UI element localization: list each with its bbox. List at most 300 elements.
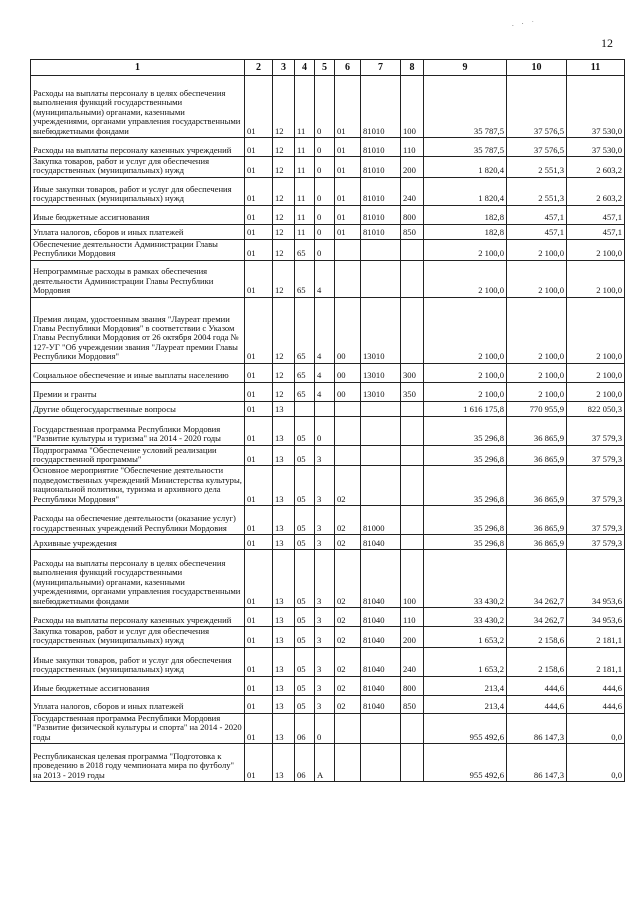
code-direction: [361, 260, 401, 297]
value-col10: 86 147,3: [507, 713, 567, 743]
code-subprogram: 3: [315, 535, 335, 550]
code-direction: 13010: [361, 363, 401, 382]
code-podrazdel: 12: [273, 297, 295, 363]
code-event: 01: [335, 205, 361, 224]
code-razdel: 01: [245, 363, 273, 382]
code-event: 02: [335, 466, 361, 506]
code-expense-type: [401, 535, 424, 550]
value-col11: 37 579,3: [567, 535, 625, 550]
code-subprogram: 4: [315, 260, 335, 297]
value-col11: 2 100,0: [567, 363, 625, 382]
code-podrazdel: 12: [273, 260, 295, 297]
code-program: 11: [295, 224, 315, 239]
code-program: 05: [295, 647, 315, 676]
code-expense-type: 850: [401, 224, 424, 239]
code-direction: 13010: [361, 297, 401, 363]
code-subprogram: 3: [315, 550, 335, 608]
value-col10: 2 100,0: [507, 260, 567, 297]
value-col9: 33 430,2: [424, 550, 507, 608]
code-subprogram: 3: [315, 445, 335, 466]
value-col9: 1 653,2: [424, 627, 507, 648]
code-event: [335, 713, 361, 743]
code-subprogram: 0: [315, 157, 335, 178]
code-podrazdel: 13: [273, 416, 295, 445]
code-subprogram: 3: [315, 506, 335, 535]
value-col9: 2 100,0: [424, 239, 507, 260]
code-program: 05: [295, 627, 315, 648]
value-col9: 35 296,8: [424, 506, 507, 535]
code-direction: 81010: [361, 76, 401, 138]
code-razdel: 01: [245, 627, 273, 648]
code-podrazdel: 12: [273, 177, 295, 205]
code-razdel: 01: [245, 297, 273, 363]
value-col10: 86 147,3: [507, 744, 567, 782]
code-podrazdel: 13: [273, 713, 295, 743]
code-podrazdel: 12: [273, 205, 295, 224]
code-expense-type: [401, 239, 424, 260]
code-event: [335, 416, 361, 445]
value-col9: 182,8: [424, 224, 507, 239]
value-col11: 0,0: [567, 713, 625, 743]
code-program: 11: [295, 157, 315, 178]
code-event: 01: [335, 224, 361, 239]
code-event: [335, 744, 361, 782]
code-direction: [361, 445, 401, 466]
code-event: 02: [335, 608, 361, 627]
row-name: Закупка товаров, работ и услуг для обеспечения государственных (муниципальных) нужд: [31, 627, 245, 648]
value-col11: 0,0: [567, 744, 625, 782]
value-col10: 34 262,7: [507, 550, 567, 608]
code-program: 65: [295, 260, 315, 297]
code-razdel: 01: [245, 260, 273, 297]
code-expense-type: [401, 713, 424, 743]
code-expense-type: 110: [401, 608, 424, 627]
code-razdel: 01: [245, 713, 273, 743]
code-podrazdel: 12: [273, 138, 295, 157]
code-razdel: 01: [245, 177, 273, 205]
code-subprogram: 0: [315, 416, 335, 445]
column-header-4: 4: [295, 60, 315, 76]
code-event: 00: [335, 382, 361, 401]
row-name: Другие общегосударственные вопросы: [31, 401, 245, 416]
row-name: Архивные учреждения: [31, 535, 245, 550]
code-program: 05: [295, 466, 315, 506]
value-col11: 37 579,3: [567, 416, 625, 445]
code-razdel: 01: [245, 76, 273, 138]
value-col11: 34 953,6: [567, 550, 625, 608]
value-col11: 822 050,3: [567, 401, 625, 416]
row-name: Расходы на выплаты персоналу казенных учреждений: [31, 608, 245, 627]
row-name: Обеспечение деятельности Администрации Главы Республики Мордовия: [31, 239, 245, 260]
code-podrazdel: 12: [273, 224, 295, 239]
code-expense-type: [401, 297, 424, 363]
value-col10: 36 865,9: [507, 416, 567, 445]
code-event: [335, 401, 361, 416]
table-row: [31, 138, 625, 157]
table-row: [31, 363, 625, 382]
value-col10: 36 865,9: [507, 535, 567, 550]
code-razdel: 01: [245, 695, 273, 713]
value-col10: 37 576,5: [507, 138, 567, 157]
code-program: 05: [295, 608, 315, 627]
code-expense-type: [401, 445, 424, 466]
table-row: [31, 550, 625, 608]
code-direction: 81010: [361, 205, 401, 224]
code-razdel: 01: [245, 416, 273, 445]
value-col9: 182,8: [424, 205, 507, 224]
value-col11: 37 579,3: [567, 445, 625, 466]
value-col9: 35 296,8: [424, 466, 507, 506]
code-program: 06: [295, 713, 315, 743]
code-razdel: 01: [245, 445, 273, 466]
code-podrazdel: 13: [273, 445, 295, 466]
value-col9: 2 100,0: [424, 382, 507, 401]
row-name: Подпрограмма "Обеспечение условий реализации государственной программы": [31, 445, 245, 466]
row-name: Расходы на выплаты персоналу в целях обеспечения выполнения функций государственными (муниципальными) органами, казенными учреждениями, органами управления государственными внебюджетными фондами: [31, 76, 245, 138]
code-razdel: 01: [245, 157, 273, 178]
code-direction: [361, 239, 401, 260]
code-direction: 81040: [361, 535, 401, 550]
code-expense-type: 800: [401, 676, 424, 695]
code-program: 05: [295, 695, 315, 713]
code-subprogram: 0: [315, 177, 335, 205]
column-header-11: 11: [567, 60, 625, 76]
code-program: 05: [295, 506, 315, 535]
value-col11: 2 181,1: [567, 647, 625, 676]
code-subprogram: 0: [315, 205, 335, 224]
code-program: 06: [295, 744, 315, 782]
code-expense-type: [401, 401, 424, 416]
code-podrazdel: 13: [273, 676, 295, 695]
code-program: 05: [295, 676, 315, 695]
code-podrazdel: 13: [273, 550, 295, 608]
table-row: [31, 445, 625, 466]
code-expense-type: [401, 506, 424, 535]
code-direction: [361, 466, 401, 506]
code-program: 11: [295, 205, 315, 224]
row-name: Непрограммные расходы в рамках обеспечения деятельности Администрации Главы Республики Мордовия: [31, 260, 245, 297]
code-subprogram: А: [315, 744, 335, 782]
value-col11: 2 100,0: [567, 239, 625, 260]
code-event: 02: [335, 535, 361, 550]
code-podrazdel: 13: [273, 647, 295, 676]
value-col11: 2 100,0: [567, 260, 625, 297]
code-event: [335, 239, 361, 260]
table-row: [31, 239, 625, 260]
value-col10: 2 100,0: [507, 363, 567, 382]
row-name: Социальное обеспечение и иные выплаты населению: [31, 363, 245, 382]
code-subprogram: 0: [315, 239, 335, 260]
value-col11: 2 603,2: [567, 157, 625, 178]
table-row: [31, 177, 625, 205]
code-razdel: 01: [245, 506, 273, 535]
row-name: Государственная программа Республики Мордовия "Развитие культуры и туризма" на 2014 - 2020 годы: [31, 416, 245, 445]
value-col10: 36 865,9: [507, 506, 567, 535]
column-header-3: 3: [273, 60, 295, 76]
code-podrazdel: 13: [273, 535, 295, 550]
code-podrazdel: 12: [273, 363, 295, 382]
table-row: [31, 416, 625, 445]
code-program: 11: [295, 138, 315, 157]
code-program: 05: [295, 445, 315, 466]
column-header-5: 5: [315, 60, 335, 76]
table-row: [31, 260, 625, 297]
code-razdel: 01: [245, 224, 273, 239]
column-header-1: 1: [31, 60, 245, 76]
code-subprogram: 3: [315, 676, 335, 695]
value-col9: 35 296,8: [424, 445, 507, 466]
code-direction: [361, 416, 401, 445]
code-razdel: 01: [245, 676, 273, 695]
code-expense-type: 240: [401, 177, 424, 205]
code-podrazdel: 13: [273, 506, 295, 535]
column-header-9: 9: [424, 60, 507, 76]
code-subprogram: 3: [315, 627, 335, 648]
value-col11: 2 100,0: [567, 297, 625, 363]
value-col11: 444,6: [567, 676, 625, 695]
value-col11: 37 579,3: [567, 466, 625, 506]
code-program: 05: [295, 416, 315, 445]
value-col10: 457,1: [507, 224, 567, 239]
code-event: 01: [335, 157, 361, 178]
code-expense-type: 110: [401, 138, 424, 157]
code-program: 65: [295, 239, 315, 260]
code-direction: 81010: [361, 177, 401, 205]
row-name: Закупка товаров, работ и услуг для обеспечения государственных (муниципальных) нужд: [31, 157, 245, 178]
table-row: [31, 382, 625, 401]
column-header-6: 6: [335, 60, 361, 76]
code-direction: 81010: [361, 224, 401, 239]
code-razdel: 01: [245, 401, 273, 416]
code-expense-type: 100: [401, 76, 424, 138]
code-expense-type: 100: [401, 550, 424, 608]
code-expense-type: [401, 260, 424, 297]
value-col9: 1 653,2: [424, 647, 507, 676]
code-event: 02: [335, 506, 361, 535]
value-col9: 1 820,4: [424, 177, 507, 205]
code-subprogram: 4: [315, 363, 335, 382]
table-row: [31, 695, 625, 713]
code-subprogram: 4: [315, 382, 335, 401]
code-event: 01: [335, 177, 361, 205]
column-header-2: 2: [245, 60, 273, 76]
code-direction: 81040: [361, 608, 401, 627]
code-direction: 81040: [361, 550, 401, 608]
table-row: [31, 535, 625, 550]
code-event: 02: [335, 550, 361, 608]
value-col10: 2 100,0: [507, 239, 567, 260]
value-col11: 2 100,0: [567, 382, 625, 401]
value-col9: 35 296,8: [424, 535, 507, 550]
code-expense-type: 200: [401, 157, 424, 178]
scan-specks: . · ˙: [512, 20, 537, 28]
value-col10: 2 551,3: [507, 157, 567, 178]
table-row: [31, 157, 625, 178]
value-col10: 457,1: [507, 205, 567, 224]
code-podrazdel: 12: [273, 157, 295, 178]
row-name: Иные бюджетные ассигнования: [31, 205, 245, 224]
table-row: [31, 713, 625, 743]
table-row: [31, 466, 625, 506]
code-direction: [361, 401, 401, 416]
code-expense-type: [401, 744, 424, 782]
code-razdel: 01: [245, 382, 273, 401]
code-event: 02: [335, 647, 361, 676]
value-col9: 2 100,0: [424, 363, 507, 382]
value-col9: 35 787,5: [424, 76, 507, 138]
code-subprogram: 0: [315, 713, 335, 743]
value-col10: 444,6: [507, 676, 567, 695]
code-subprogram: 0: [315, 138, 335, 157]
code-razdel: 01: [245, 535, 273, 550]
value-col9: 2 100,0: [424, 260, 507, 297]
code-program: 11: [295, 177, 315, 205]
value-col11: 37 579,3: [567, 506, 625, 535]
code-razdel: 01: [245, 647, 273, 676]
row-name: Уплата налогов, сборов и иных платежей: [31, 695, 245, 713]
code-direction: 81040: [361, 647, 401, 676]
value-col9: 35 787,5: [424, 138, 507, 157]
value-col11: 37 530,0: [567, 138, 625, 157]
table-row: [31, 608, 625, 627]
code-direction: 81040: [361, 695, 401, 713]
row-name: Иные закупки товаров, работ и услуг для обеспечения государственных (муниципальных) нужд: [31, 647, 245, 676]
column-header-7: 7: [361, 60, 401, 76]
row-name: Расходы на выплаты персоналу казенных учреждений: [31, 138, 245, 157]
code-podrazdel: 12: [273, 382, 295, 401]
code-podrazdel: 13: [273, 608, 295, 627]
code-podrazdel: 12: [273, 239, 295, 260]
code-subprogram: [315, 401, 335, 416]
value-col10: 770 955,9: [507, 401, 567, 416]
value-col11: 457,1: [567, 224, 625, 239]
value-col9: 33 430,2: [424, 608, 507, 627]
value-col9: 213,4: [424, 695, 507, 713]
code-razdel: 01: [245, 608, 273, 627]
row-name: Премии и гранты: [31, 382, 245, 401]
code-razdel: 01: [245, 205, 273, 224]
value-col9: 1 820,4: [424, 157, 507, 178]
code-program: 05: [295, 550, 315, 608]
row-name: Иные закупки товаров, работ и услуг для обеспечения государственных (муниципальных) нужд: [31, 177, 245, 205]
value-col10: 444,6: [507, 695, 567, 713]
code-direction: [361, 713, 401, 743]
value-col11: 457,1: [567, 205, 625, 224]
value-col10: 2 100,0: [507, 297, 567, 363]
value-col11: 2 603,2: [567, 177, 625, 205]
code-program: 65: [295, 363, 315, 382]
code-razdel: 01: [245, 550, 273, 608]
code-podrazdel: 13: [273, 695, 295, 713]
value-col10: 36 865,9: [507, 445, 567, 466]
code-direction: 81000: [361, 506, 401, 535]
column-header-10: 10: [507, 60, 567, 76]
table-row: [31, 676, 625, 695]
table-row: [31, 224, 625, 239]
code-podrazdel: 13: [273, 627, 295, 648]
code-razdel: 01: [245, 744, 273, 782]
code-direction: [361, 744, 401, 782]
code-subprogram: 3: [315, 466, 335, 506]
value-col11: 2 181,1: [567, 627, 625, 648]
value-col10: 2 100,0: [507, 382, 567, 401]
code-expense-type: 300: [401, 363, 424, 382]
code-program: 05: [295, 535, 315, 550]
value-col11: 34 953,6: [567, 608, 625, 627]
value-col9: 955 492,6: [424, 744, 507, 782]
table-row: [31, 205, 625, 224]
code-podrazdel: 13: [273, 401, 295, 416]
code-direction: 81010: [361, 138, 401, 157]
table-row: [31, 627, 625, 648]
value-col11: 37 530,0: [567, 76, 625, 138]
code-subprogram: 3: [315, 695, 335, 713]
code-expense-type: 240: [401, 647, 424, 676]
value-col10: 37 576,5: [507, 76, 567, 138]
value-col10: 36 865,9: [507, 466, 567, 506]
header-row: [31, 60, 625, 76]
code-direction: 13010: [361, 382, 401, 401]
code-podrazdel: 13: [273, 744, 295, 782]
budget-table: [30, 59, 625, 782]
code-expense-type: [401, 416, 424, 445]
code-subprogram: 3: [315, 647, 335, 676]
code-expense-type: [401, 466, 424, 506]
table-row: [31, 744, 625, 782]
value-col10: 34 262,7: [507, 608, 567, 627]
table-row: [31, 401, 625, 416]
code-podrazdel: 13: [273, 466, 295, 506]
code-direction: 81040: [361, 627, 401, 648]
row-name: Основное мероприятие "Обеспечение деятельности подведомственных учреждений Министерства культуры, национальной политики, туризма и архивного дела Республики Мордовия": [31, 466, 245, 506]
row-name: Государственная программа Республики Мордовия "Развитие физической культуры и спорта" на 2014 - 2020 годы: [31, 713, 245, 743]
row-name: Расходы на выплаты персоналу в целях обеспечения выполнения функций государственными (муниципальными) органами, казенными учреждениями, органами управления государственными внебюджетными фондами: [31, 550, 245, 608]
value-col10: 2 551,3: [507, 177, 567, 205]
code-event: 01: [335, 76, 361, 138]
row-name: Иные бюджетные ассигнования: [31, 676, 245, 695]
code-razdel: 01: [245, 138, 273, 157]
code-event: [335, 445, 361, 466]
code-expense-type: 800: [401, 205, 424, 224]
table-row: [31, 647, 625, 676]
code-subprogram: 0: [315, 224, 335, 239]
code-expense-type: 850: [401, 695, 424, 713]
value-col10: 2 158,6: [507, 647, 567, 676]
table-row: [31, 506, 625, 535]
code-event: 02: [335, 676, 361, 695]
code-subprogram: 4: [315, 297, 335, 363]
row-name: Республиканская целевая программа "Подготовка к проведению в 2018 году чемпионата мира по футболу" на 2013 - 2019 годы: [31, 744, 245, 782]
page-number: 12: [601, 36, 613, 50]
code-subprogram: 0: [315, 76, 335, 138]
value-col11: 444,6: [567, 695, 625, 713]
code-direction: 81010: [361, 157, 401, 178]
code-event: 00: [335, 363, 361, 382]
code-event: [335, 260, 361, 297]
code-program: 65: [295, 297, 315, 363]
table-row: [31, 76, 625, 138]
row-name: Расходы на обеспечение деятельности (оказание услуг) государственных учреждений Республики Мордовия: [31, 506, 245, 535]
value-col9: 1 616 175,8: [424, 401, 507, 416]
code-program: 65: [295, 382, 315, 401]
code-program: 11: [295, 76, 315, 138]
code-program: [295, 401, 315, 416]
value-col9: 35 296,8: [424, 416, 507, 445]
value-col9: 955 492,6: [424, 713, 507, 743]
code-event: 02: [335, 695, 361, 713]
code-event: 01: [335, 138, 361, 157]
value-col9: 213,4: [424, 676, 507, 695]
